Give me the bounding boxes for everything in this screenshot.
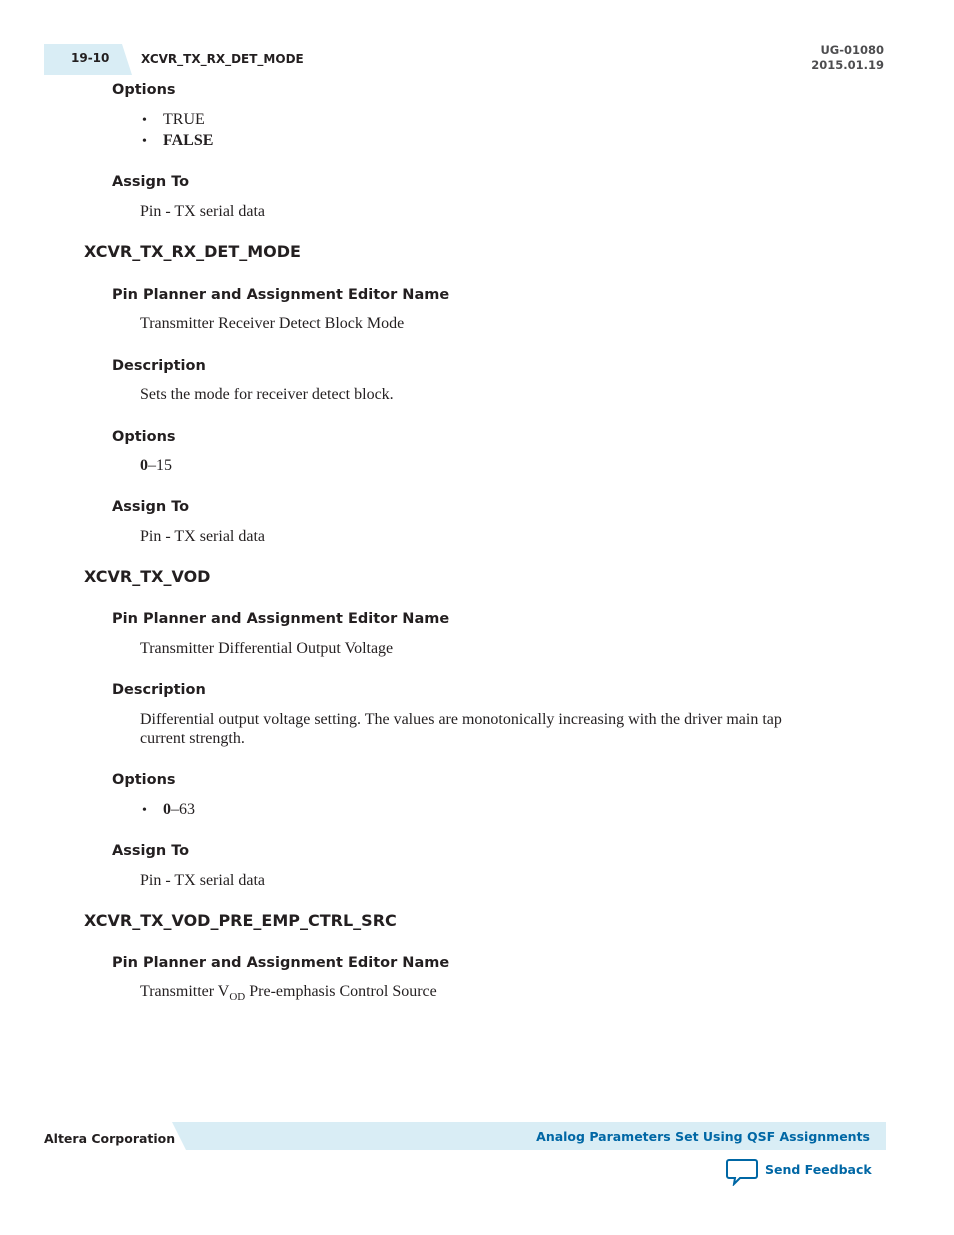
running-title: XCVR_TX_RX_DET_MODE — [141, 52, 304, 66]
assign-to-value: Pin - TX serial data — [140, 872, 266, 889]
assign-to-value: Pin - TX serial data — [140, 528, 266, 545]
assign-to-heading: Assign To — [112, 174, 190, 190]
doc-date: 2015.01.19 — [811, 58, 884, 72]
description-heading: Description — [112, 682, 206, 698]
bullet: • — [142, 113, 147, 128]
section-title: XCVR_TX_VOD — [84, 567, 211, 586]
assign-to-heading: Assign To — [112, 843, 190, 859]
options-range — [140, 457, 172, 475]
assign-to-value: Pin - TX serial data — [140, 203, 266, 220]
description-text-line1: Differential output voltage setting. The values are monotonically increasing with the driver main tap — [140, 711, 782, 728]
options-heading: Options — [112, 429, 176, 445]
section-link[interactable]: Analog Parameters Set Using QSF Assignments — [536, 1129, 870, 1144]
pin-planner-value: Transmitter Receiver Detect Block Mode — [140, 315, 405, 332]
pin-planner-heading: Pin Planner and Assignment Editor Name — [112, 955, 450, 971]
description-heading: Description — [112, 358, 206, 374]
options-default: 0 — [140, 457, 148, 474]
pin-planner-value — [140, 983, 437, 1003]
pin-planner-value: Transmitter Differential Output Voltage — [140, 640, 394, 657]
description-text: Sets the mode for receiver detect block. — [140, 386, 394, 403]
doc-id: UG-01080 — [820, 43, 884, 57]
options-default: 0 — [163, 801, 171, 818]
bullet: • — [142, 134, 147, 149]
options-range — [163, 801, 195, 819]
feedback-icon[interactable] — [726, 1158, 758, 1186]
options-heading: Options — [112, 772, 176, 788]
pin-planner-suffix: Pre-emphasis Control Source — [245, 983, 437, 1000]
options-range-rest: –63 — [171, 801, 195, 818]
pin-planner-prefix: Transmitter V — [140, 983, 230, 1000]
options-heading: Options — [112, 82, 176, 98]
option-item: TRUE — [163, 111, 205, 128]
options-range-rest: –15 — [148, 457, 172, 474]
company-name: Altera Corporation — [44, 1131, 176, 1146]
pin-planner-heading: Pin Planner and Assignment Editor Name — [112, 287, 450, 303]
doc-id-block — [811, 43, 884, 73]
section-title: XCVR_TX_VOD_PRE_EMP_CTRL_SRC — [84, 911, 397, 930]
pin-planner-heading: Pin Planner and Assignment Editor Name — [112, 611, 450, 627]
description-text-line2: current strength. — [140, 730, 245, 747]
send-feedback-link[interactable]: Send Feedback — [765, 1162, 872, 1177]
pin-planner-subscript: OD — [229, 991, 246, 1004]
bullet: • — [142, 803, 147, 818]
option-item-default: FALSE — [163, 132, 214, 149]
assign-to-heading: Assign To — [112, 499, 190, 515]
page-number: 19-10 — [71, 51, 110, 65]
section-title: XCVR_TX_RX_DET_MODE — [84, 242, 301, 261]
